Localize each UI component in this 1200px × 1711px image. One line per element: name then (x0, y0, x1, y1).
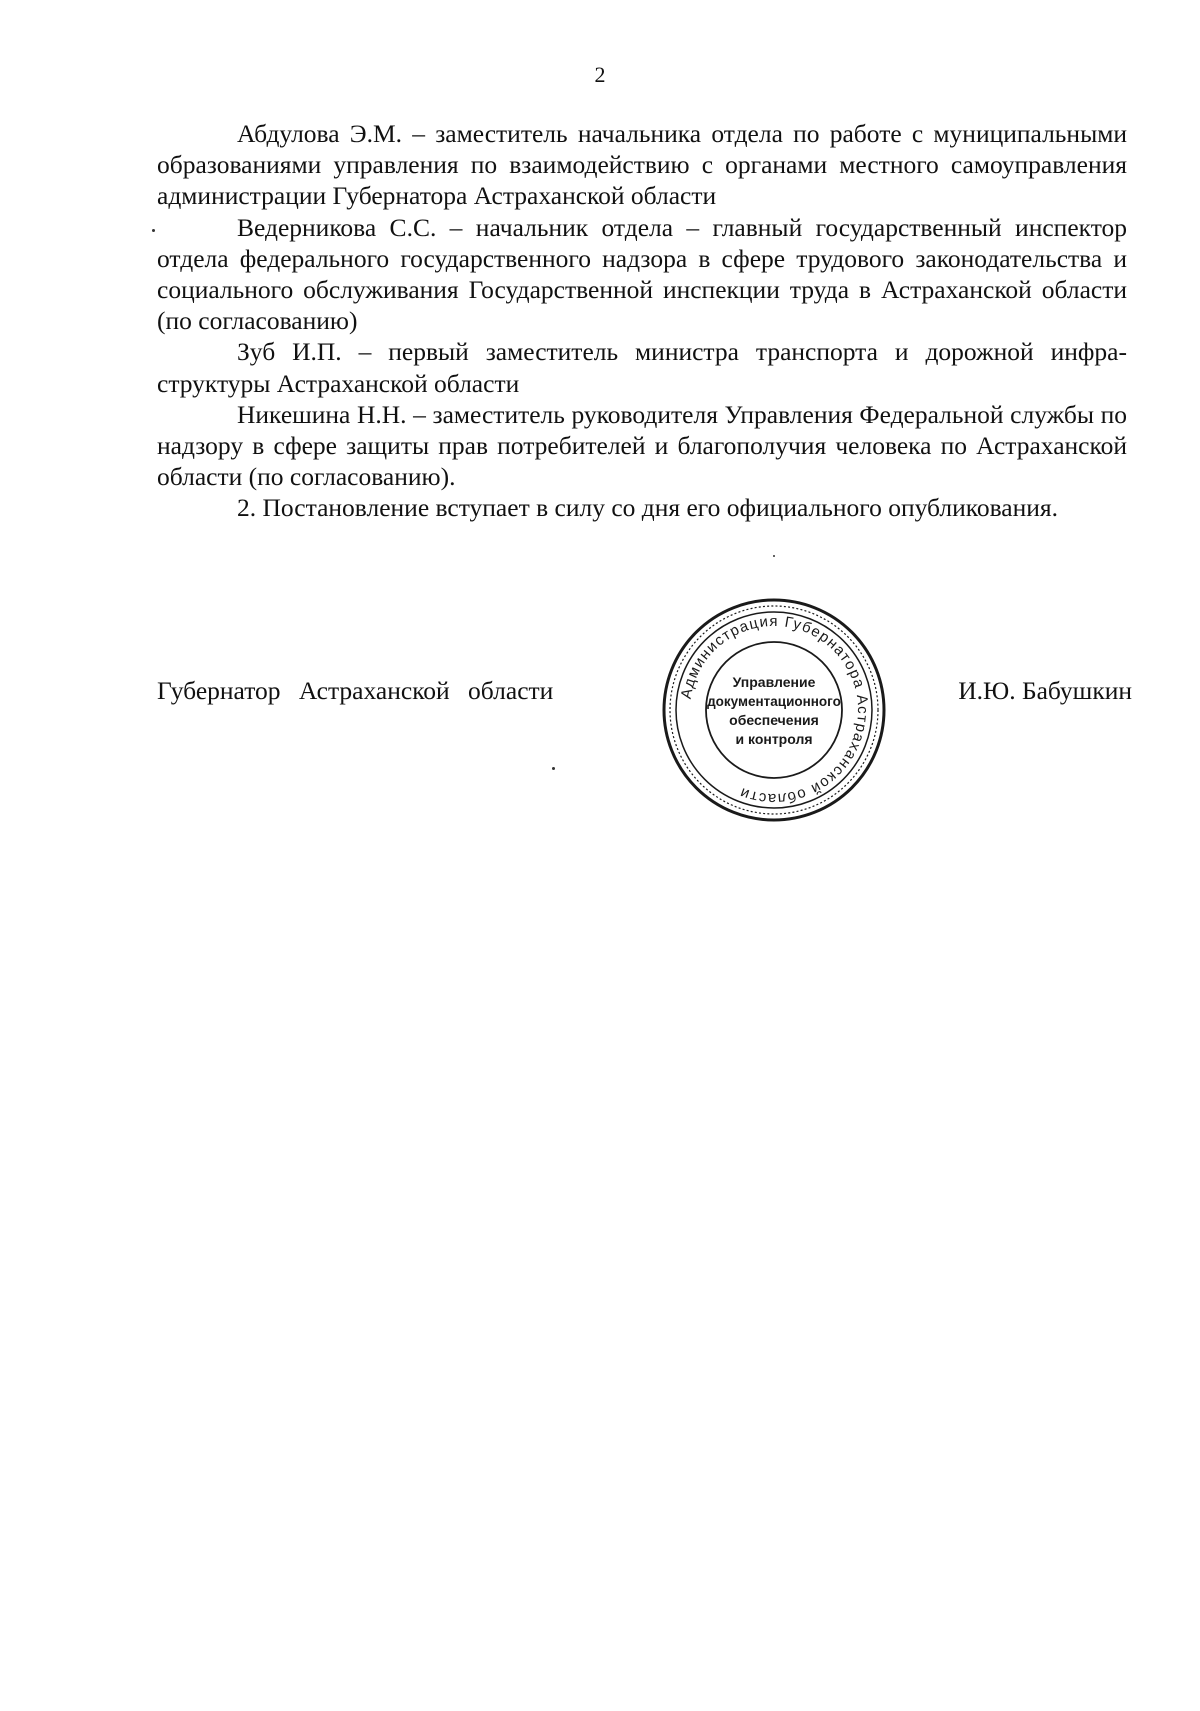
seal-center-line-1: Управление (732, 674, 816, 690)
seal-ring-text: Администрация Губернатора Астраханской области (677, 612, 872, 808)
seal-center-line-4: и контроля (735, 731, 813, 747)
member-paragraph-vedernikova: Ведерникова С.С. – начальник отдела – главный государственный инспектор отдела федерального государственного надзора в сфере трудового законодательства и социального обслуживания Государственной инспекции труда в Астраханской области (по согласованию) (157, 212, 1127, 336)
seal-center-line-2: документационного (707, 694, 841, 709)
scan-speck (152, 229, 155, 232)
seal-dotted-ring (670, 606, 878, 814)
seal-center-line-3: обеспечения (729, 712, 819, 728)
member-paragraph-abdulova: Абдулова Э.М. – заместитель начальника отдела по работе с муниципальными образованиями управления по взаимодействию с органами местного самоуправления администрации Губернатора Астраханской области (157, 119, 1127, 211)
page-number: 2 (594, 62, 606, 87)
member-paragraph-nikeshina: Никешина Н.Н. – заместитель руководителя Управления Федеральной службы по надзору в сфере защиты прав потребителей и благополучия человека по Астраханской области (по согласованию). (157, 399, 1127, 492)
document-body (157, 118, 1127, 524)
effective-date-clause: 2. Постановление вступает в силу со дня его официального опубликования. (237, 493, 1058, 523)
seal-outer-ring (664, 600, 884, 820)
signatory-title: Губернатор Астраханской области (157, 676, 554, 705)
scan-speck (552, 767, 555, 770)
seal-graphic (658, 594, 890, 826)
signatory-name: И.Ю. Бабушкин (958, 676, 1132, 705)
scan-speck (773, 555, 775, 557)
member-paragraph-zub: Зуб И.П. – первый заместитель министра транспорта и дорожной инфраструктуры Астраханской области (157, 337, 1127, 398)
official-seal-stamp (658, 594, 890, 826)
signature-block (157, 676, 1132, 716)
seal-inner-ring (706, 642, 842, 778)
